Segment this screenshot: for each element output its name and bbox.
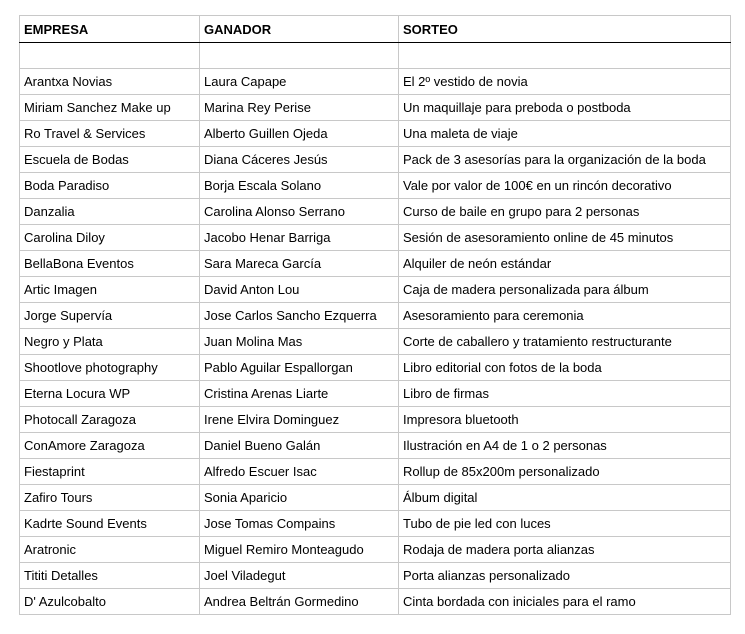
empresa-cell: Photocall Zaragoza bbox=[20, 407, 200, 433]
table-row bbox=[20, 329, 731, 355]
empresa-cell: Arantxa Novias bbox=[20, 69, 200, 95]
sorteo-cell: El 2º vestido de novia bbox=[399, 69, 731, 95]
sorteo-cell: Un maquillaje para preboda o postboda bbox=[399, 95, 731, 121]
ganador-cell: Andrea Beltrán Gormedino bbox=[200, 589, 399, 615]
sorteo-cell: Una maleta de viaje bbox=[399, 121, 731, 147]
sorteo-cell: Ilustración en A4 de 1 o 2 personas bbox=[399, 433, 731, 459]
table-row bbox=[20, 485, 731, 511]
ganador-cell: Alfredo Escuer Isac bbox=[200, 459, 399, 485]
sorteo-cell: Cinta bordada con iniciales para el ramo bbox=[399, 589, 731, 615]
table-row bbox=[20, 381, 731, 407]
empresa-cell: D' Azulcobalto bbox=[20, 589, 200, 615]
empresa-cell: Ro Travel & Services bbox=[20, 121, 200, 147]
empresa-cell: Fiestaprint bbox=[20, 459, 200, 485]
sorteo-cell: Vale por valor de 100€ en un rincón decorativo bbox=[399, 173, 731, 199]
header-sorteo: SORTEO bbox=[399, 16, 731, 43]
empresa-cell: Tititi Detalles bbox=[20, 563, 200, 589]
ganador-cell: Jose Carlos Sancho Ezquerra bbox=[200, 303, 399, 329]
empty-cell bbox=[200, 43, 399, 69]
empresa-cell: Jorge Supervía bbox=[20, 303, 200, 329]
sorteo-cell: Álbum digital bbox=[399, 485, 731, 511]
table-row bbox=[20, 511, 731, 537]
sorteo-cell: Sesión de asesoramiento online de 45 minutos bbox=[399, 225, 731, 251]
ganador-cell: Jacobo Henar Barriga bbox=[200, 225, 399, 251]
ganador-cell: Jose Tomas Compains bbox=[200, 511, 399, 537]
table-row bbox=[20, 277, 731, 303]
sorteo-cell: Libro de firmas bbox=[399, 381, 731, 407]
spreadsheet bbox=[19, 15, 730, 615]
ganador-cell: Cristina Arenas Liarte bbox=[200, 381, 399, 407]
ganador-cell: Pablo Aguilar Espallorgan bbox=[200, 355, 399, 381]
ganador-cell: Joel Viladegut bbox=[200, 563, 399, 589]
table-row bbox=[20, 589, 731, 615]
ganador-cell: Miguel Remiro Monteagudo bbox=[200, 537, 399, 563]
table-body bbox=[20, 43, 731, 615]
ganador-cell: Alberto Guillen Ojeda bbox=[200, 121, 399, 147]
table-row bbox=[20, 199, 731, 225]
empresa-cell: Zafiro Tours bbox=[20, 485, 200, 511]
sorteo-cell: Pack de 3 asesorías para la organización de la boda bbox=[399, 147, 731, 173]
empresa-cell: ConAmore Zaragoza bbox=[20, 433, 200, 459]
sorteo-cell: Tubo de pie led con luces bbox=[399, 511, 731, 537]
sorteo-cell: Rodaja de madera porta alianzas bbox=[399, 537, 731, 563]
ganador-cell: Laura Capape bbox=[200, 69, 399, 95]
empty-row bbox=[20, 43, 731, 69]
empresa-cell: BellaBona Eventos bbox=[20, 251, 200, 277]
header-row bbox=[20, 16, 731, 43]
table-row bbox=[20, 225, 731, 251]
empresa-cell: Shootlove photography bbox=[20, 355, 200, 381]
ganador-cell: Diana Cáceres Jesús bbox=[200, 147, 399, 173]
table-row bbox=[20, 173, 731, 199]
ganador-cell: Juan Molina Mas bbox=[200, 329, 399, 355]
sorteo-cell: Caja de madera personalizada para álbum bbox=[399, 277, 731, 303]
ganador-cell: Sonia Aparicio bbox=[200, 485, 399, 511]
sorteo-cell: Curso de baile en grupo para 2 personas bbox=[399, 199, 731, 225]
sorteo-cell: Impresora bluetooth bbox=[399, 407, 731, 433]
empresa-cell: Boda Paradiso bbox=[20, 173, 200, 199]
winners-table bbox=[19, 15, 731, 615]
empresa-cell: Carolina Diloy bbox=[20, 225, 200, 251]
table-row bbox=[20, 69, 731, 95]
empresa-cell: Kadrte Sound Events bbox=[20, 511, 200, 537]
empresa-cell: Miriam Sanchez Make up bbox=[20, 95, 200, 121]
sorteo-cell: Rollup de 85x200m personalizado bbox=[399, 459, 731, 485]
ganador-cell: Irene Elvira Dominguez bbox=[200, 407, 399, 433]
header-ganador: GANADOR bbox=[200, 16, 399, 43]
ganador-cell: Daniel Bueno Galán bbox=[200, 433, 399, 459]
sorteo-cell: Corte de caballero y tratamiento restructurante bbox=[399, 329, 731, 355]
table-row bbox=[20, 459, 731, 485]
table-row bbox=[20, 407, 731, 433]
header-empresa: EMPRESA bbox=[20, 16, 200, 43]
ganador-cell: Borja Escala Solano bbox=[200, 173, 399, 199]
table-row bbox=[20, 433, 731, 459]
ganador-cell: Carolina Alonso Serrano bbox=[200, 199, 399, 225]
sorteo-cell: Porta alianzas personalizado bbox=[399, 563, 731, 589]
table-row bbox=[20, 303, 731, 329]
table-row bbox=[20, 251, 731, 277]
table-row bbox=[20, 147, 731, 173]
empresa-cell: Danzalia bbox=[20, 199, 200, 225]
empresa-cell: Escuela de Bodas bbox=[20, 147, 200, 173]
table-row bbox=[20, 537, 731, 563]
table-row bbox=[20, 95, 731, 121]
sorteo-cell: Libro editorial con fotos de la boda bbox=[399, 355, 731, 381]
empresa-cell: Negro y Plata bbox=[20, 329, 200, 355]
table-row bbox=[20, 563, 731, 589]
empty-cell bbox=[399, 43, 731, 69]
empty-cell bbox=[20, 43, 200, 69]
ganador-cell: Sara Mareca García bbox=[200, 251, 399, 277]
sorteo-cell: Asesoramiento para ceremonia bbox=[399, 303, 731, 329]
empresa-cell: Artic Imagen bbox=[20, 277, 200, 303]
ganador-cell: Marina Rey Perise bbox=[200, 95, 399, 121]
table-row bbox=[20, 121, 731, 147]
table-row bbox=[20, 355, 731, 381]
ganador-cell: David Anton Lou bbox=[200, 277, 399, 303]
empresa-cell: Aratronic bbox=[20, 537, 200, 563]
sorteo-cell: Alquiler de neón estándar bbox=[399, 251, 731, 277]
empresa-cell: Eterna Locura WP bbox=[20, 381, 200, 407]
